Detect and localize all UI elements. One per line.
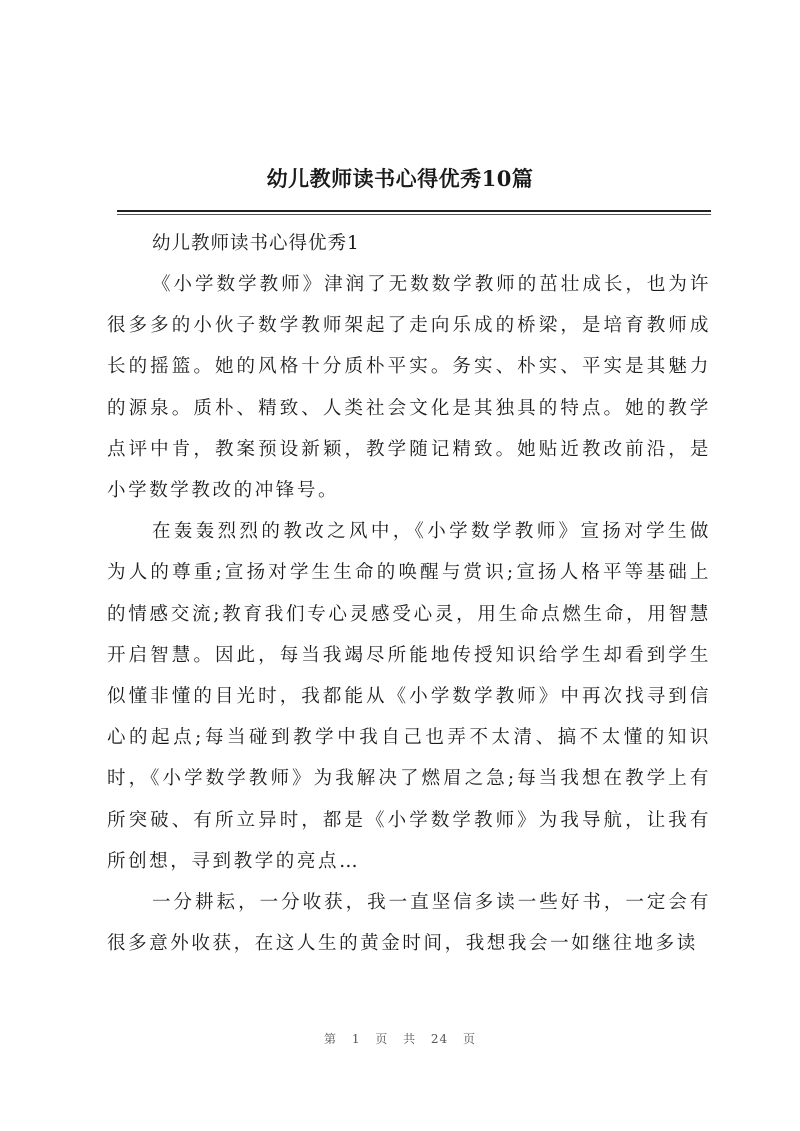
paragraph-1: 《小学数学教师》津润了无数数学教师的茁壮成长，也为许很多多的小伙子数学教师架起了走向乐成的桥梁，是培育教师成长的摇篮。她的风格十分质朴平实。务实、朴实、平实是其魅力的源泉。质朴、精致、人类社会文化是其独具的特点。她的教学点评中肯，教案预设新颖，教学随记精致。她贴近教改前沿，是小学数学教改的冲锋号。 (107, 274, 711, 502)
section-heading: 幼儿教师读书心得优秀1 (152, 233, 360, 254)
title-divider (117, 210, 711, 212)
title-divider-thin (117, 214, 711, 215)
paragraph-3: 一分耕耘，一分收获，我一直坚信多读一些好书，一定会有很多意外收获，在这人生的黄金时间，我想我会一如继往地多读 (107, 892, 711, 955)
page-number-footer: 第 1 页 共 24 页 (324, 1032, 476, 1046)
document-body (107, 224, 711, 964)
paragraph-2: 在轰轰烈烈的教改之风中，《小学数学教师》宣扬对学生做为人的尊重;宣扬对学生生命的唤醒与赏识;宣扬人格平等基础上的情感交流;教育我们专心灵感受心灵，用生命点燃生命，用智慧开启智慧。因此，每当我竭尽所能地传授知识给学生却看到学生似懂非懂的目光时，我都能从《小学数学教师》中再次找寻到信心的起点;每当碰到教学中我自己也弄不太清、搞不太懂的知识时，《小学数学教师》为我解决了燃眉之急;每当我想在教学上有所突破、有所立异时，都是《小学数学教师》为我导航，让我有所创想，寻到教学的亮点… (107, 521, 711, 872)
document-title: 幼儿教师读书心得优秀10篇 (266, 166, 534, 191)
